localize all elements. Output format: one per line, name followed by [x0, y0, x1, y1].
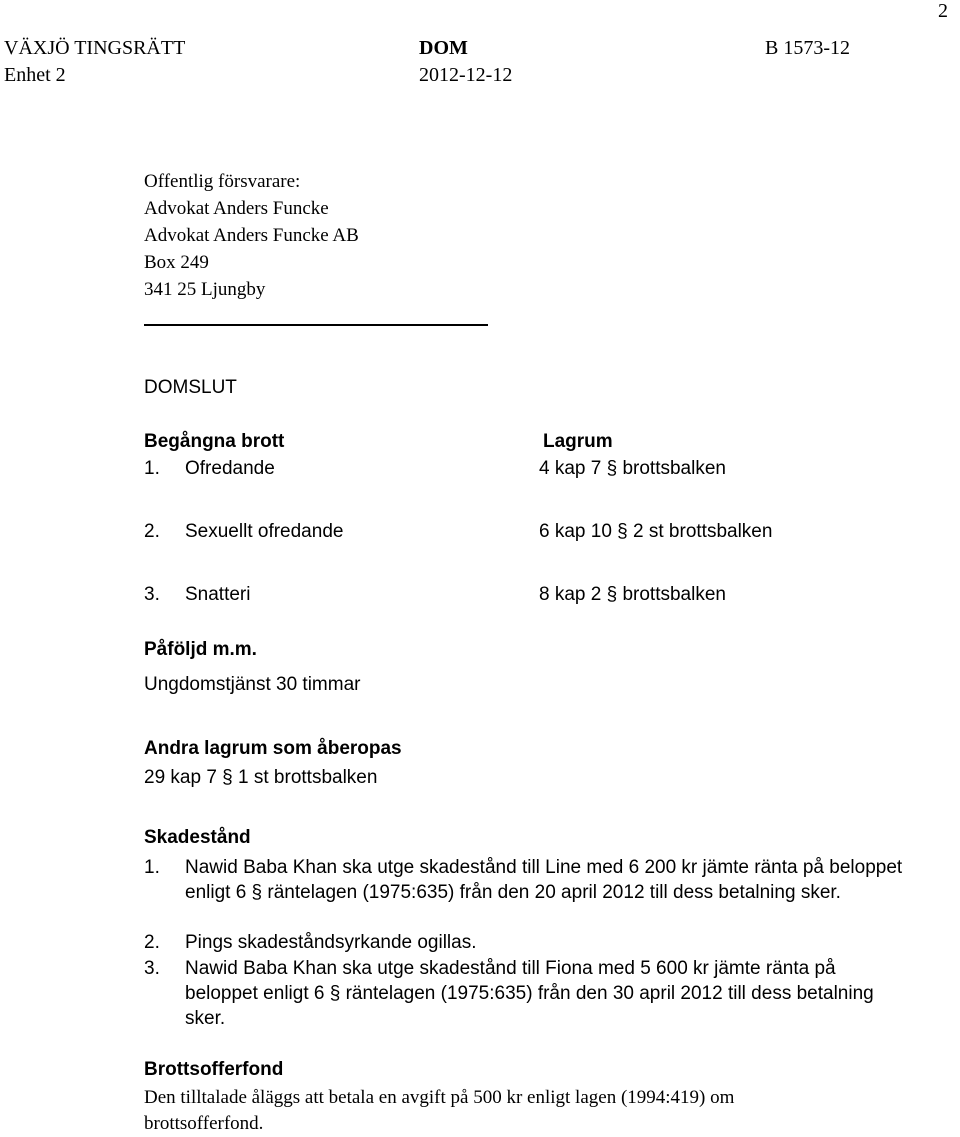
defender-label: Offentlig försvarare: [144, 171, 301, 192]
document-date: 2012-12-12 [419, 64, 513, 86]
document-type: DOM [419, 37, 468, 59]
brottsofferfond-heading: Brottsofferfond [144, 1059, 284, 1080]
pafoljd-heading: Påföljd m.m. [144, 639, 257, 660]
crime-name: Sexuellt ofredande [185, 521, 344, 542]
crime-law: 6 kap 10 § 2 st brottsbalken [539, 521, 773, 542]
skadestand-heading: Skadestånd [144, 827, 251, 848]
case-number: B 1573-12 [765, 37, 850, 59]
crime-number: 1. [144, 458, 160, 479]
defender-line: Box 249 [144, 252, 209, 273]
list-item-text: Nawid Baba Khan ska utge skadestånd till Fiona med 5 600 kr jämte ränta på beloppet enligt 6 § räntelagen (1975:635) från den 30 april 2012 till dess betalning sker. [185, 958, 874, 1029]
crime-number: 3. [144, 584, 160, 605]
domslut-heading: DOMSLUT [144, 377, 237, 398]
list-item-number: 2. [144, 932, 160, 953]
crime-law: 4 kap 7 § brottsbalken [539, 458, 726, 479]
separator-line [144, 324, 488, 326]
crimes-header: Begångna brott [144, 431, 285, 452]
defender-line: 341 25 Ljungby [144, 279, 266, 300]
defender-line: Advokat Anders Funcke [144, 198, 329, 219]
crime-law: 8 kap 2 § brottsbalken [539, 584, 726, 605]
crime-name: Ofredande [185, 458, 275, 479]
andra-lagrum-heading: Andra lagrum som åberopas [144, 738, 402, 759]
list-item-text: Nawid Baba Khan ska utge skadestånd till Line med 6 200 kr jämte ränta på beloppet enligt 6 § räntelagen (1975:635) från den 20 april 2012 till dess betalning sker. [185, 857, 903, 903]
andra-lagrum-text: 29 kap 7 § 1 st brottsbalken [144, 767, 378, 788]
list-item-text: Pings skadeståndsyrkande ogillas. [185, 932, 477, 953]
crime-name: Snatteri [185, 584, 251, 605]
pafoljd-text: Ungdomstjänst 30 timmar [144, 674, 361, 695]
law-header: Lagrum [543, 431, 613, 452]
defender-line: Advokat Anders Funcke AB [144, 225, 359, 246]
brottsofferfond-text: Den tilltalade åläggs att betala en avgift på 500 kr enligt lagen (1994:419) om brottsofferfond. [144, 1087, 735, 1134]
list-item-number: 1. [144, 857, 160, 878]
court-name: VÄXJÖ TINGSRÄTT [4, 37, 186, 59]
court-unit: Enhet 2 [4, 64, 66, 86]
list-item-number: 3. [144, 958, 160, 979]
page-number: 2 [938, 0, 948, 22]
crime-number: 2. [144, 521, 160, 542]
